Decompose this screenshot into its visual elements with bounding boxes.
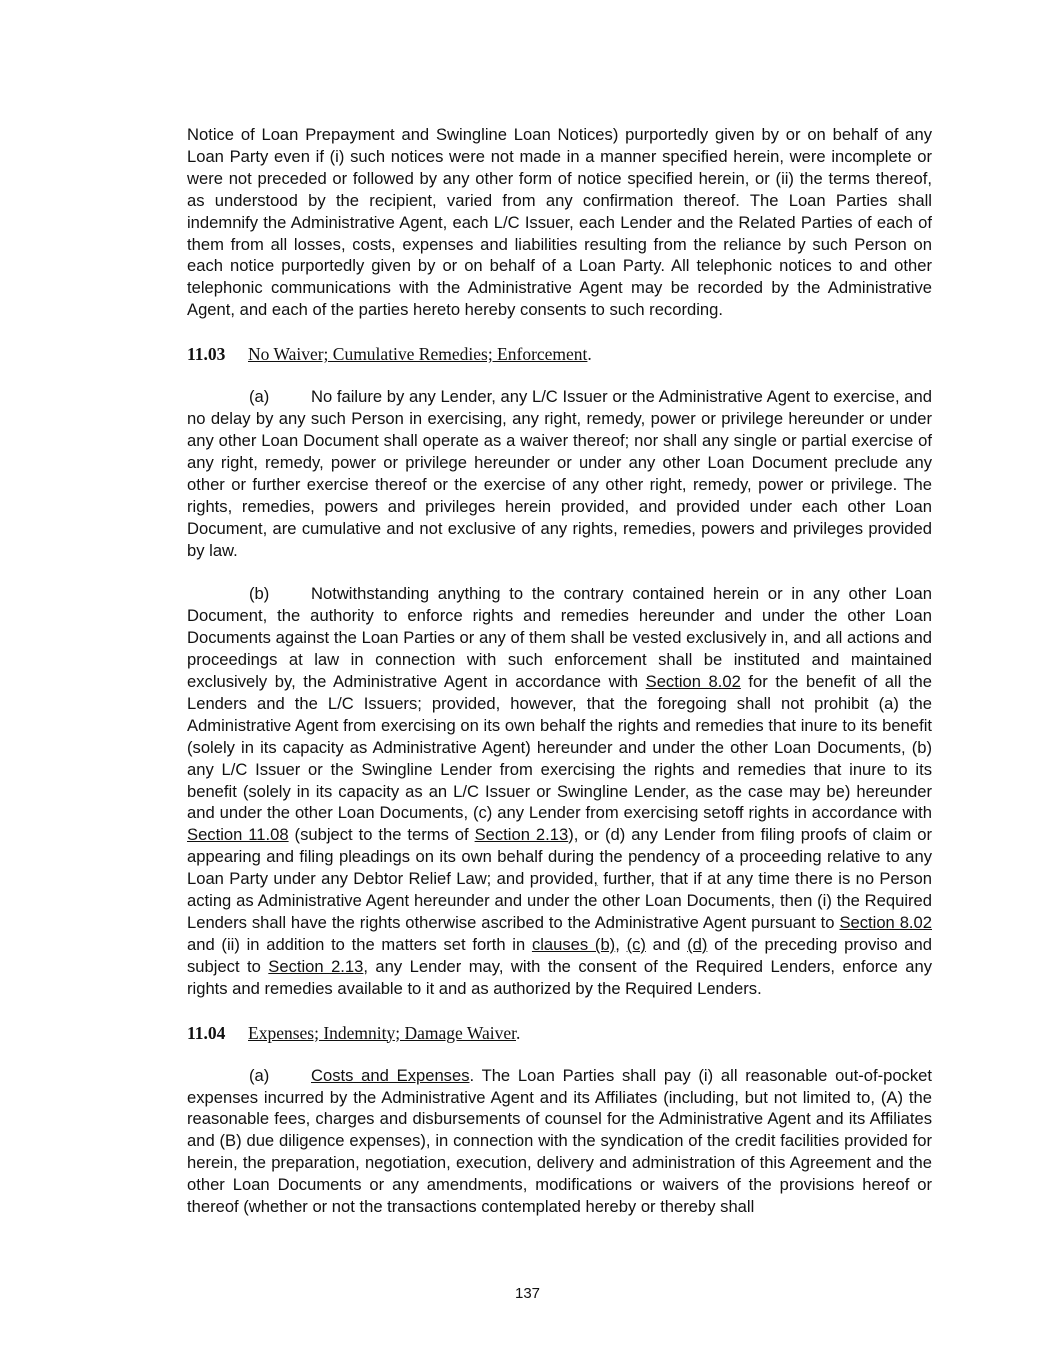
clause-text: , any Lender may, with the consent of the Required Lenders, enforce any rights and remedies available to it and as authorized by the Required Lenders. (187, 956, 933, 998)
cross-reference-link[interactable]: Section 2.13 (268, 956, 364, 976)
clause-text: No failure by any Lender, any L/C Issuer or the Administrative Agent to exercise, and no delay by any such Person in exercising, any right, remedy, power or privilege hereunder or under any other Loan Document shall operate as a waiver thereof; nor shall any single or partial exercise of any right, remedy, power or privilege hereunder or under any other Loan Document preclude any other or further exercise thereof or the exercise of any other right, remedy, power or privilege. The rights, remedies, powers and privileges herein provided, and provided under each other Loan Document, are cumulative and not exclusive of any rights, remedies, powers and privileges provided by law. (187, 387, 932, 560)
section-number: 11.04 (187, 1022, 226, 1043)
clause-text: and (645, 934, 688, 954)
section-title: No Waiver; Cumulative Remedies; Enforcement (248, 344, 588, 365)
clause-label: (b) (249, 584, 270, 604)
clause-text: and (ii) in addition to the matters set forth in (187, 934, 532, 954)
clause-label: (a) (249, 1065, 270, 1085)
clause-text: ), or (d) any Lender from filing proofs of claim or appearing and filing pleadings on its own behalf during the pendency of a proceeding relative to any Loan Party under any Debtor Relief Law; and provided (187, 825, 932, 889)
clause-text: Notwithstanding anything to the contrary contained herein or in any other Loan Document, the authority to enforce rights and remedies hereunder and under the other Loan Documents against the Loan Parties or any of them shall be vested exclusively in, and all actions and proceedings at law in connection with such enforcement shall be instituted and maintained exclusively by, the Administrative Agent in accordance with (187, 584, 932, 692)
cross-reference-link[interactable]: Section 8.02 (839, 913, 932, 932)
cross-reference-link[interactable]: (c) (626, 934, 646, 954)
paragraph-11-03-a (187, 386, 932, 561)
paragraph-11-03-b (187, 583, 932, 999)
document-page (187, 124, 932, 1218)
clause-label: (a) (249, 387, 270, 407)
section-title: Expenses; Indemnity; Damage Waiver (248, 1022, 516, 1043)
underlined-comma: , (593, 869, 598, 889)
continuation-paragraph: Notice of Loan Prepayment and Swingline Loan Notices) purportedly given by or on behalf of any Loan Party even if (i) such notices were not made in a manner specified herein, were incomplete or were not preceded or followed by any other form of notice specified herein, or (ii) the terms thereof, as understood by the recipient, varied from any confirmation thereof. The Loan Parties shall indemnify the Administrative Agent, each L/C Issuer, each Lender and the Related Parties of each of them from all losses, costs, expenses and liabilities resulting from the reliance by such Person on each notice purportedly given by or on behalf of a Loan Party. All telephonic notices to and other telephonic communications with the Administrative Agent may be recorded by the Administrative Agent, and each of the parties hereto hereby consents to such recording. (187, 125, 932, 320)
cross-reference-link[interactable]: (d) (687, 934, 708, 954)
clause-text: of the preceding proviso and subject to (187, 934, 932, 976)
paragraph-11-04-a (187, 1065, 932, 1218)
clause-heading: Costs and Expenses (311, 1065, 470, 1085)
clause-text: for the benefit of all the Lenders and the L/C Issuers; provided, however, that the foregoing shall not prohibit (a) the Administrative Agent from exercising on its own behalf the rights and remedies that inure to its benefit (solely in its capacity as Administrative Agent) hereunder and under the other Loan Documents, (b) any L/C Issuer or the Swingline Lender from exercising the rights and remedies that inure to its benefit (solely in its capacity as an L/C Issuer or Swingline Lender, as the case may be) hereunder and under the other Loan Documents, (c) any Lender from exercising setoff rights in accordance with (187, 672, 932, 823)
page-number: 137 (514, 1285, 541, 1302)
section-number: 11.03 (187, 344, 226, 365)
cross-reference-link[interactable]: clauses (b) (531, 934, 616, 954)
clause-text: (subject to the terms of (288, 825, 475, 845)
clause-text: , (615, 934, 627, 954)
section-heading-11-04: 11.04 Expenses; Indemnity; Damage Waiver. (187, 1022, 521, 1043)
cross-reference-link[interactable]: Section 8.02 (645, 672, 741, 692)
section-heading-11-03: 11.03 No Waiver; Cumulative Remedies; Enforcement. (187, 344, 592, 365)
cross-reference-link[interactable]: Section 11.08 (187, 825, 289, 845)
cross-reference-link[interactable]: Section 2.13 (474, 825, 569, 845)
clause-text: . The Loan Parties shall pay (i) all reasonable out-of-pocket expenses incurred by the Administrative Agent and its Affiliates (including, but not limited to, (A) the reasonable fees, charges and disbursements of counsel for the Administrative Agent and its Affiliates and (B) due diligence expenses), in connection with the syndication of the credit facilities provided for herein, the preparation, negotiation, execution, delivery and administration of this Agreement and the other Loan Documents or any amendments, modifications or waivers of the provisions hereof or thereof (whether or not the transactions contemplated hereby or thereby shall (187, 1065, 932, 1217)
clause-text: further, that if at any time there is no Person acting as Administrative Agent hereunder and under the other Loan Documents, then (i) the Required Lenders shall have the rights otherwise ascribed to the Administrative Agent pursuant to (187, 869, 933, 932)
